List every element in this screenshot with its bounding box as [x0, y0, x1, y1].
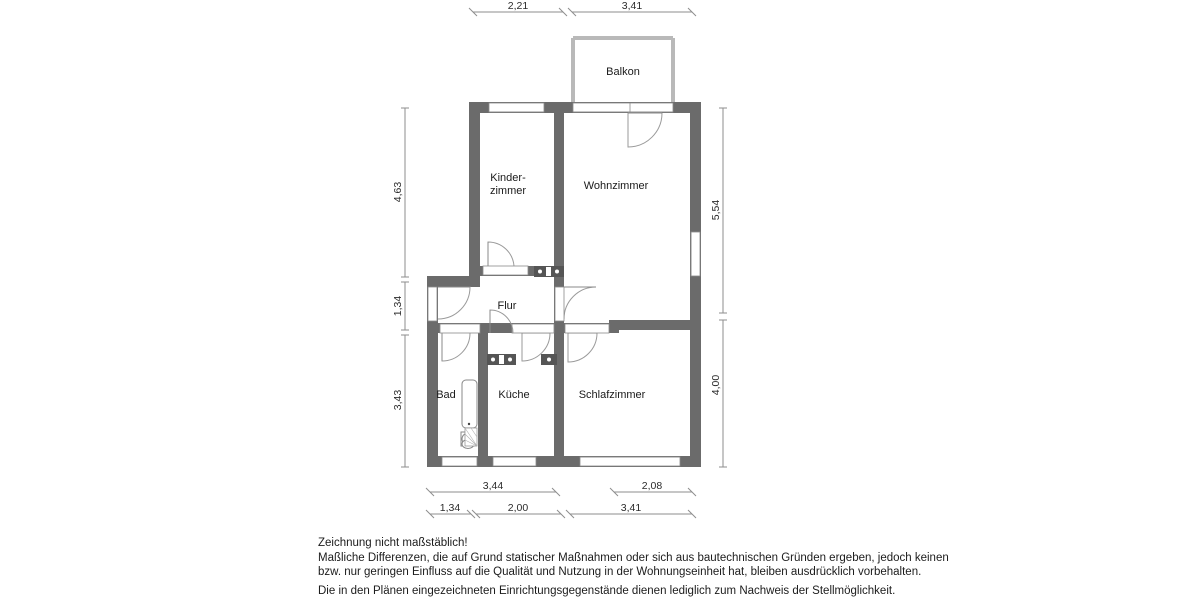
door-swing-entrance [438, 287, 470, 319]
room-label-kueche: Küche [498, 389, 530, 401]
dimension-group-top [469, 8, 696, 16]
dimension-group-right [719, 108, 727, 467]
footer-line-3: bzw. nur geringen Einfluss auf die Qualität und Nutzung in der Wohnungseinheit hat, bleiben ausdrücklich vorbehalten. [318, 566, 922, 578]
bathtub-drain-icon [468, 423, 470, 425]
footer-line-2: Maßliche Differenzen, die auf Grund statischer Maßnahmen oder sich aus bautechnischen Gründen ergeben, jedoch keinen [318, 551, 949, 564]
door-opening-kinderzimmer [483, 266, 528, 275]
dim-label-top-221: 2,21 [507, 0, 529, 12]
dim-label-left-134: 1,34 [392, 295, 404, 317]
door-swing-balcony [628, 113, 662, 147]
wall-right [690, 102, 701, 467]
room-label-kinderzimmer [490, 172, 526, 197]
door-swing-kinderzimmer [488, 242, 514, 266]
wall-bad-kueche [478, 333, 488, 456]
wall-kueche-schlaf [554, 333, 564, 456]
riser-dot [555, 270, 559, 274]
dim-label-bot-208: 2,08 [641, 480, 663, 492]
door-opening-entrance [428, 287, 437, 321]
riser-slot [499, 355, 504, 364]
room-label-kinderzimmer-line1: Kinder- [490, 172, 526, 184]
door-swing-wohnzimmer [564, 287, 596, 319]
dimension-group-left [401, 108, 409, 467]
riser-slot [546, 267, 551, 276]
bathroom-fixtures [461, 380, 477, 449]
riser-dot [508, 358, 512, 362]
room-label-balkon: Balkon [606, 66, 640, 78]
door-swing-schlafzimmer [568, 333, 597, 362]
dim-label-left-343: 3,43 [392, 389, 404, 411]
dim-label-left-463: 4,63 [392, 181, 404, 203]
dim-label-top-341: 3,41 [621, 0, 643, 12]
dim-label-bot-344: 3,44 [482, 480, 504, 492]
footer-note: Die in den Plänen eingezeichneten Einrichtungsgegenstände dienen lediglich zum Nachweis der Stellmöglichkeit. [318, 585, 896, 597]
room-label-schlafzimmer: Schlafzimmer [578, 389, 646, 401]
dimension-group-bottom [426, 488, 696, 518]
door-swing-bad [442, 333, 470, 361]
window-schlafzimmer-bottom [580, 457, 680, 466]
room-label-kinderzimmer-line2: zimmer [489, 185, 527, 197]
door-opening-schlafzimmer [565, 324, 609, 333]
room-label-wohnzimmer: Wohnzimmer [583, 180, 649, 192]
riser-dot [547, 358, 551, 362]
dim-label-right-554: 5,54 [710, 199, 722, 221]
room-label-bad: Bad [436, 389, 456, 401]
window-balcony-door [573, 103, 673, 112]
window-kinderzimmer-top [489, 103, 544, 112]
dim-label-bot-134: 1,34 [439, 502, 461, 514]
door-opening-bad [440, 324, 480, 333]
dim-label-right-400: 4,00 [710, 374, 722, 396]
wall-left-upper [469, 102, 480, 276]
bathtub [462, 380, 477, 428]
riser-dot [491, 358, 495, 362]
room-label-flur: Flur [497, 300, 517, 312]
dim-label-bot-341: 3,41 [620, 502, 642, 514]
window-bad-bottom [442, 457, 477, 466]
window-kueche-bottom [493, 457, 536, 466]
footer-line-1: Zeichnung nicht maßstäblich! [318, 537, 468, 549]
wall-interior-vertical-upper [554, 102, 564, 276]
wall-flur-top [427, 276, 480, 287]
door-opening-kueche [512, 324, 554, 333]
wall-wohnzimmer-bottom [609, 320, 690, 330]
window-wohnzimmer-right [691, 232, 700, 276]
footer-disclaimer [318, 536, 949, 580]
dim-label-bot-200: 2,00 [507, 502, 529, 514]
riser-dot [538, 270, 542, 274]
door-opening-wohnzimmer [555, 287, 564, 321]
fixtures-group [487, 266, 564, 365]
